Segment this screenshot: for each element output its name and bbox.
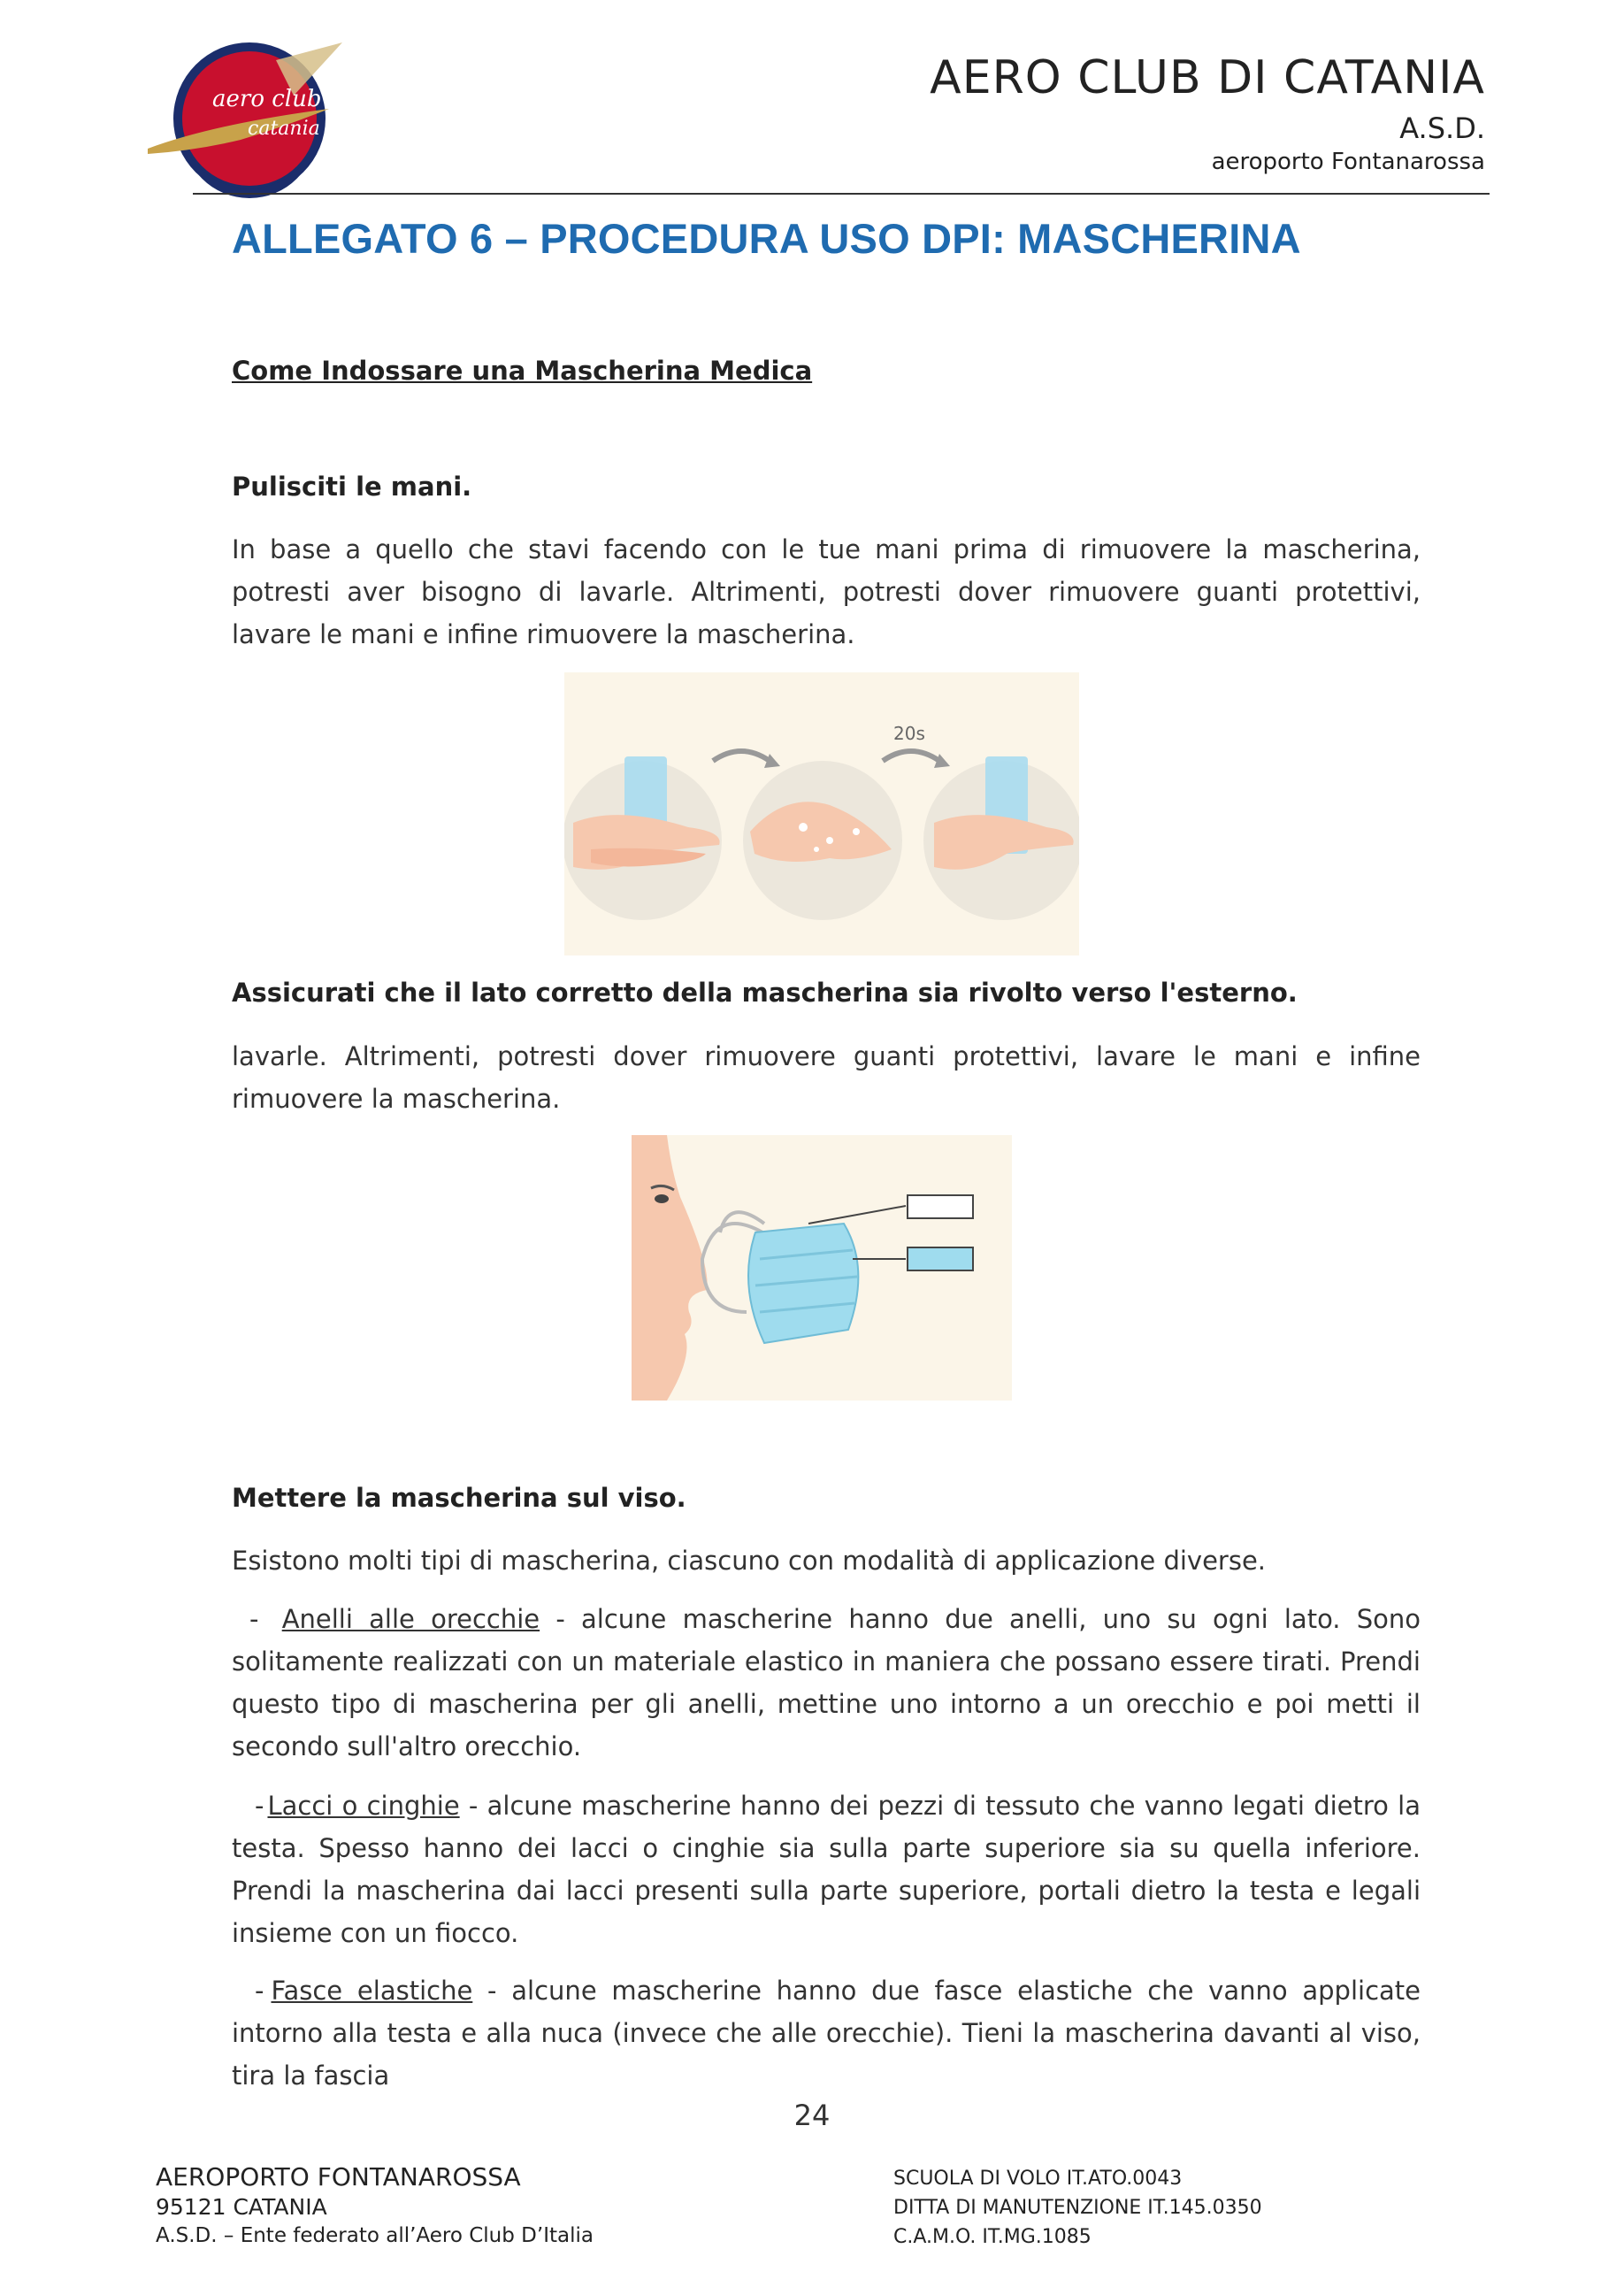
- timer-label: 20s: [893, 723, 925, 744]
- footer-city: 95121 CATANIA: [156, 2194, 327, 2220]
- footer-federation: A.S.D. – Ente federato all’Aero Club D’Italia: [156, 2224, 594, 2247]
- list-term: Anelli alle orecchie: [281, 1604, 540, 1634]
- footer-camo: C.A.M.O. IT.MG.1085: [893, 2226, 1092, 2248]
- list-term: Lacci o cinghie: [267, 1791, 460, 1821]
- aero-club-logo: [143, 42, 347, 200]
- section-heading: Come Indossare una Mascherina Medica: [232, 356, 813, 386]
- step1-heading: Pulisciti le mani.: [232, 472, 472, 502]
- logo-text-1: aero club: [212, 86, 322, 112]
- logo-text-2: catania: [248, 118, 320, 140]
- footer-maintenance: DITTA DI MANUTENZIONE IT.145.0350: [893, 2197, 1262, 2219]
- header-divider: [193, 193, 1490, 195]
- page-number: 24: [793, 2099, 831, 2132]
- org-title: AERO CLUB DI CATANIA: [930, 51, 1485, 104]
- list-text: - alcune mascherine hanno due fasce elastiche che vanno applicate intorno alla testa e alla nuca (invece che alle orecchie). Tieni la mascherina davanti al viso, tira la fascia: [232, 1976, 1421, 2091]
- footer-airport: AEROPORTO FONTANAROSSA: [156, 2162, 521, 2191]
- org-subtitle: A.S.D.: [1399, 111, 1485, 145]
- page-title: ALLEGATO 6 – PROCEDURA USO DPI: MASCHERINA: [232, 215, 1301, 262]
- step3-intro: Esistono molti tipi di mascherina, ciascuno con modalità di applicazione diverse.: [232, 1546, 1267, 1576]
- list-item: [232, 1598, 1421, 1768]
- hand-washing-illustration: [564, 672, 1079, 955]
- step3-heading: Mettere la mascherina sul viso.: [232, 1483, 686, 1513]
- list-dash: -: [255, 1976, 264, 2006]
- list-dash: -: [255, 1791, 264, 1821]
- list-item: [232, 1784, 1421, 1954]
- step2-text: lavarle. Altrimenti, potresti dover rimuovere guanti protettivi, lavare le mani e infine rimuovere la mascherina.: [232, 1041, 1421, 1114]
- footer-flight-school: SCUOLA DI VOLO IT.ATO.0043: [893, 2168, 1183, 2190]
- list-text: - alcune mascherine hanno dei pezzi di tessuto che vanno legati dietro la testa. Spesso hanno dei lacci o cinghie sia sulla parte superiore sia su quella inferiore. Prendi la mascherina dai lacci presenti sulla parte superiore, portali dietro la testa e legali insieme con un fiocco.: [232, 1791, 1421, 1948]
- org-location: aeroporto Fontanarossa: [1211, 149, 1485, 175]
- list-term: Fasce elastiche: [271, 1976, 473, 2006]
- list-dash: -: [249, 1604, 259, 1634]
- list-text: - alcune mascherine hanno due anelli, uno su ogni lato. Sono solitamente realizzati con un materiale elastico in maniera che possano essere tirati. Prendi questo tipo di mascherina per gli anelli, mettine uno intorno a un orecchio e poi metti il secondo sull'altro orecchio.: [232, 1604, 1421, 1761]
- mask-orientation-illustration: [632, 1135, 1012, 1401]
- step2-heading: Assicurati che il lato corretto della mascherina sia rivolto verso l'esterno.: [232, 978, 1298, 1008]
- step1-text: In base a quello che stavi facendo con le tue mani prima di rimuovere la mascherina, potresti aver bisogno di lavarle. Altrimenti, potresti dover rimuovere guanti protettivi, lavare le mani e infine rimuovere la mascherina.: [232, 534, 1421, 649]
- list-item: [232, 1969, 1421, 2097]
